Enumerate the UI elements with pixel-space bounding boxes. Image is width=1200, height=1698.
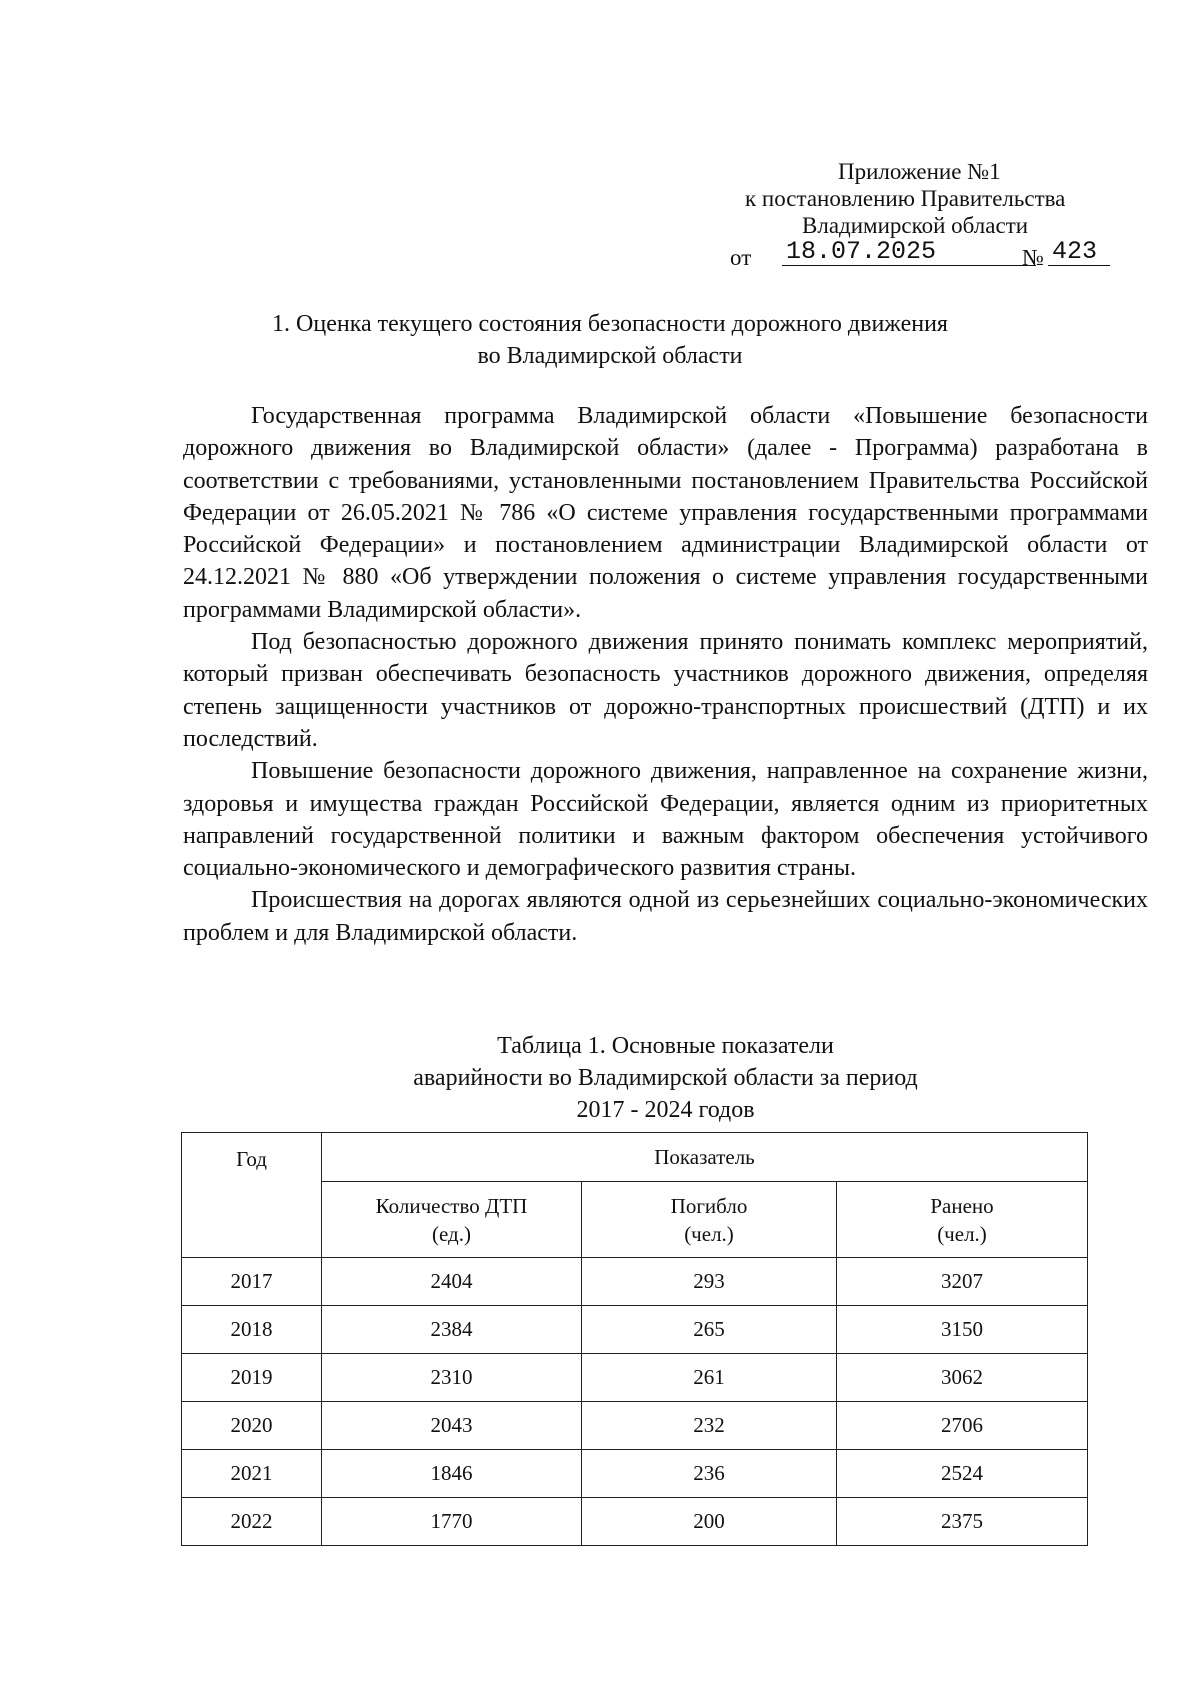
header-year: Год bbox=[182, 1133, 322, 1258]
cell-year: 2020 bbox=[182, 1402, 322, 1450]
table-caption bbox=[183, 1030, 1148, 1126]
from-label: от bbox=[730, 245, 752, 270]
header-accidents bbox=[322, 1182, 582, 1258]
table-row bbox=[182, 1354, 1088, 1402]
cell-killed: 261 bbox=[582, 1354, 837, 1402]
cell-killed: 293 bbox=[582, 1258, 837, 1306]
accident-stats-table bbox=[181, 1132, 1088, 1546]
cell-accidents: 1846 bbox=[322, 1450, 582, 1498]
cell-injured: 3207 bbox=[837, 1258, 1088, 1306]
appendix-date-number bbox=[730, 238, 1110, 270]
header-injured-unit: (чел.) bbox=[937, 1221, 987, 1246]
cell-accidents: 1770 bbox=[322, 1498, 582, 1546]
paragraph: Повышение безопасности дорожного движения, направленное на сохранение жизни, здоровья и имущества граждан Российской Федерации, является одним из приоритетных направлений государственной политики и важным фактором обеспечения устойчивого социально-экономического и демографического развития страны. bbox=[183, 758, 1148, 882]
section-title-line-2: во Владимирской области bbox=[477, 343, 743, 369]
cell-injured: 3150 bbox=[837, 1306, 1088, 1354]
header-killed-unit: (чел.) bbox=[684, 1221, 734, 1246]
paragraph: Государственная программа Владимирской области «Повышение безопасности дорожного движения во Владимирской области» (далее - Программа) разработана в соответствии с требованиями, установленными постановлением Правительства Российской Федерации от 26.05.2021 № 786 «О системе управления государственными программами Российской Федерации» и постановлением администрации Владимирской области от 24.12.2021 № 880 «Об утверждении положения о системе управления государственными программами Владимирской области». bbox=[183, 403, 1148, 623]
appendix-reference: к постановлению Правительства bbox=[745, 186, 1066, 211]
header-injured-label: Ранено bbox=[930, 1193, 994, 1218]
table-row bbox=[182, 1402, 1088, 1450]
section-title-line-1: 1. Оценка текущего состояния безопасности дорожного движения bbox=[272, 311, 948, 337]
cell-injured: 3062 bbox=[837, 1354, 1088, 1402]
section-title bbox=[180, 308, 1040, 372]
cell-injured: 2706 bbox=[837, 1402, 1088, 1450]
cell-year: 2022 bbox=[182, 1498, 322, 1546]
paragraph: Происшествия на дорогах являются одной из серьезнейших социально-экономических проблем и для Владимирской области. bbox=[183, 887, 1148, 946]
cell-injured: 2375 bbox=[837, 1498, 1088, 1546]
cell-accidents: 2384 bbox=[322, 1306, 582, 1354]
table-caption-line-3: 2017 - 2024 годов bbox=[576, 1097, 755, 1123]
cell-killed: 265 bbox=[582, 1306, 837, 1354]
cell-accidents: 2043 bbox=[322, 1402, 582, 1450]
cell-year: 2017 bbox=[182, 1258, 322, 1306]
cell-year: 2018 bbox=[182, 1306, 322, 1354]
header-injured bbox=[837, 1182, 1088, 1258]
cell-killed: 236 bbox=[582, 1450, 837, 1498]
table-row bbox=[182, 1306, 1088, 1354]
cell-year: 2019 bbox=[182, 1354, 322, 1402]
header-killed bbox=[582, 1182, 837, 1258]
cell-year: 2021 bbox=[182, 1450, 322, 1498]
header-accidents-label: Количество ДТП bbox=[375, 1193, 528, 1218]
body-text bbox=[183, 400, 1148, 949]
appendix-title: Приложение №1 bbox=[838, 159, 1001, 184]
cell-injured: 2524 bbox=[837, 1450, 1088, 1498]
number-label: № bbox=[1022, 245, 1044, 270]
cell-accidents: 2310 bbox=[322, 1354, 582, 1402]
decree-number: 423 bbox=[1048, 238, 1110, 266]
appendix-region: Владимирской области bbox=[802, 213, 1029, 238]
header-accidents-unit: (ед.) bbox=[432, 1221, 471, 1246]
table-row bbox=[182, 1498, 1088, 1546]
header-killed-label: Погибло bbox=[670, 1193, 748, 1218]
table-row bbox=[182, 1258, 1088, 1306]
table-row bbox=[182, 1450, 1088, 1498]
cell-killed: 200 bbox=[582, 1498, 837, 1546]
cell-killed: 232 bbox=[582, 1402, 837, 1450]
paragraph: Под безопасностью дорожного движения принято понимать комплекс мероприятий, который призван обеспечивать безопасность участников дорожного движения, определяя степень защищенности участников от дорожно-транспортных происшествий (ДТП) и их последствий. bbox=[183, 629, 1148, 752]
decree-date: 18.07.2025 bbox=[782, 238, 1036, 266]
cell-accidents: 2404 bbox=[322, 1258, 582, 1306]
table-caption-line-1: Таблица 1. Основные показатели bbox=[497, 1033, 834, 1059]
table-caption-line-2: аварийности во Владимирской области за период bbox=[413, 1065, 918, 1091]
header-indicator: Показатель bbox=[322, 1133, 1088, 1182]
